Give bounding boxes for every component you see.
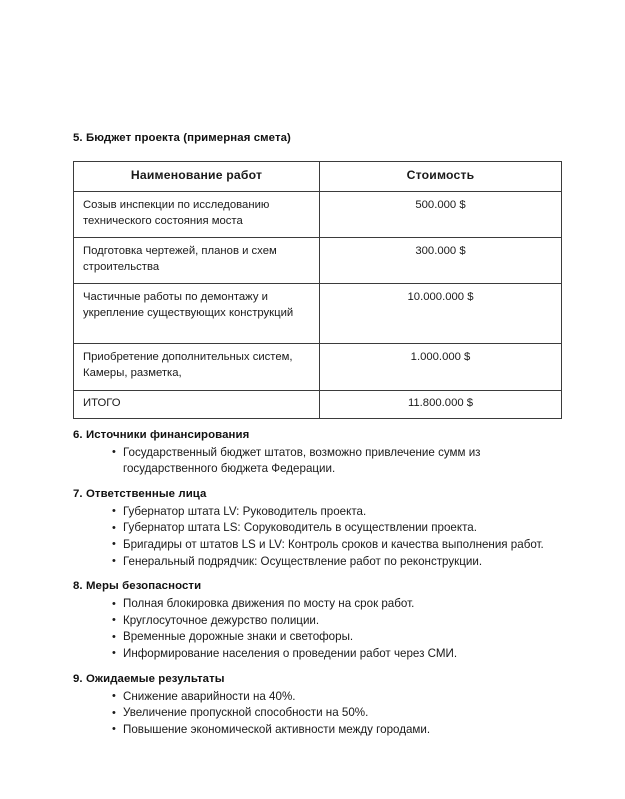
document-content bbox=[0, 131, 625, 738]
section-heading-safety: 8. Меры безопасности bbox=[73, 580, 202, 593]
section-responsible bbox=[73, 487, 565, 570]
cell-work-name: Приобретение дополнительных систем, Камеры, разметка, bbox=[74, 344, 320, 390]
section-heading-results: 9. Ожидаемые результаты bbox=[73, 672, 225, 685]
table-row bbox=[74, 344, 562, 390]
cell-work-cost: 10.000.000 $ bbox=[320, 284, 562, 344]
safety-list bbox=[73, 596, 565, 662]
cell-work-cost: 300.000 $ bbox=[320, 238, 562, 284]
cell-total-label: ИТОГО bbox=[74, 390, 320, 418]
list-item: • Временные дорожные знаки и светофоры. bbox=[112, 629, 565, 646]
table-row-total bbox=[74, 390, 562, 418]
list-item: • Увеличение пропускной способности на 50%. bbox=[112, 705, 565, 722]
list-item: • Снижение аварийности на 40%. bbox=[112, 689, 565, 706]
column-header-name: Наименование работ bbox=[74, 162, 320, 192]
column-header-cost: Стоимость bbox=[320, 162, 562, 192]
section-results bbox=[73, 672, 565, 739]
results-list bbox=[73, 689, 565, 739]
list-item: • Генеральный подрядчик: Осуществление работ по реконструкции. bbox=[112, 554, 565, 571]
section-heading-responsible: 7. Ответственные лица bbox=[73, 487, 207, 500]
responsible-list bbox=[73, 504, 565, 570]
budget-table bbox=[73, 161, 562, 419]
cell-work-cost: 1.000.000 $ bbox=[320, 344, 562, 390]
table-row bbox=[74, 238, 562, 284]
budget-table-head bbox=[74, 162, 562, 192]
section-safety bbox=[73, 579, 565, 662]
funding-list bbox=[73, 445, 565, 478]
cell-work-name: Созыв инспекции по исследованию технического состояния моста bbox=[74, 192, 320, 238]
cell-total-cost: 11.800.000 $ bbox=[320, 390, 562, 418]
table-row bbox=[74, 284, 562, 344]
section-heading-funding: 6. Источники финансирования bbox=[73, 428, 250, 441]
list-item: • Губернатор штата LV: Руководитель проекта. bbox=[112, 504, 565, 521]
section-budget bbox=[73, 131, 565, 419]
list-item: • Губернатор штата LS: Соруководитель в осуществлении проекта. bbox=[112, 520, 565, 537]
section-heading-budget: 5. Бюджет проекта (примерная смета) bbox=[73, 132, 291, 144]
table-row bbox=[74, 192, 562, 238]
list-item: • Круглосуточное дежурство полиции. bbox=[112, 613, 565, 630]
list-item: • Бригадиры от штатов LS и LV: Контроль сроков и качества выполнения работ. bbox=[112, 537, 565, 554]
cell-work-cost: 500.000 $ bbox=[320, 192, 562, 238]
list-item: • Информирование населения о проведении работ через СМИ. bbox=[112, 646, 565, 663]
cell-work-name: Частичные работы по демонтажу и укрепление существующих конструкций bbox=[74, 284, 320, 344]
list-item: • Повышение экономической активности между городами. bbox=[112, 722, 565, 739]
budget-table-body bbox=[74, 192, 562, 419]
table-header-row bbox=[74, 162, 562, 192]
cell-work-name: Подготовка чертежей, планов и схем строительства bbox=[74, 238, 320, 284]
section-funding bbox=[73, 428, 565, 478]
budget-table-wrapper bbox=[73, 161, 565, 419]
list-item: • Полная блокировка движения по мосту на срок работ. bbox=[112, 596, 565, 613]
list-item: • Государственный бюджет штатов, возможно привлечение сумм из государственного бюджета Федерации. bbox=[112, 445, 565, 478]
